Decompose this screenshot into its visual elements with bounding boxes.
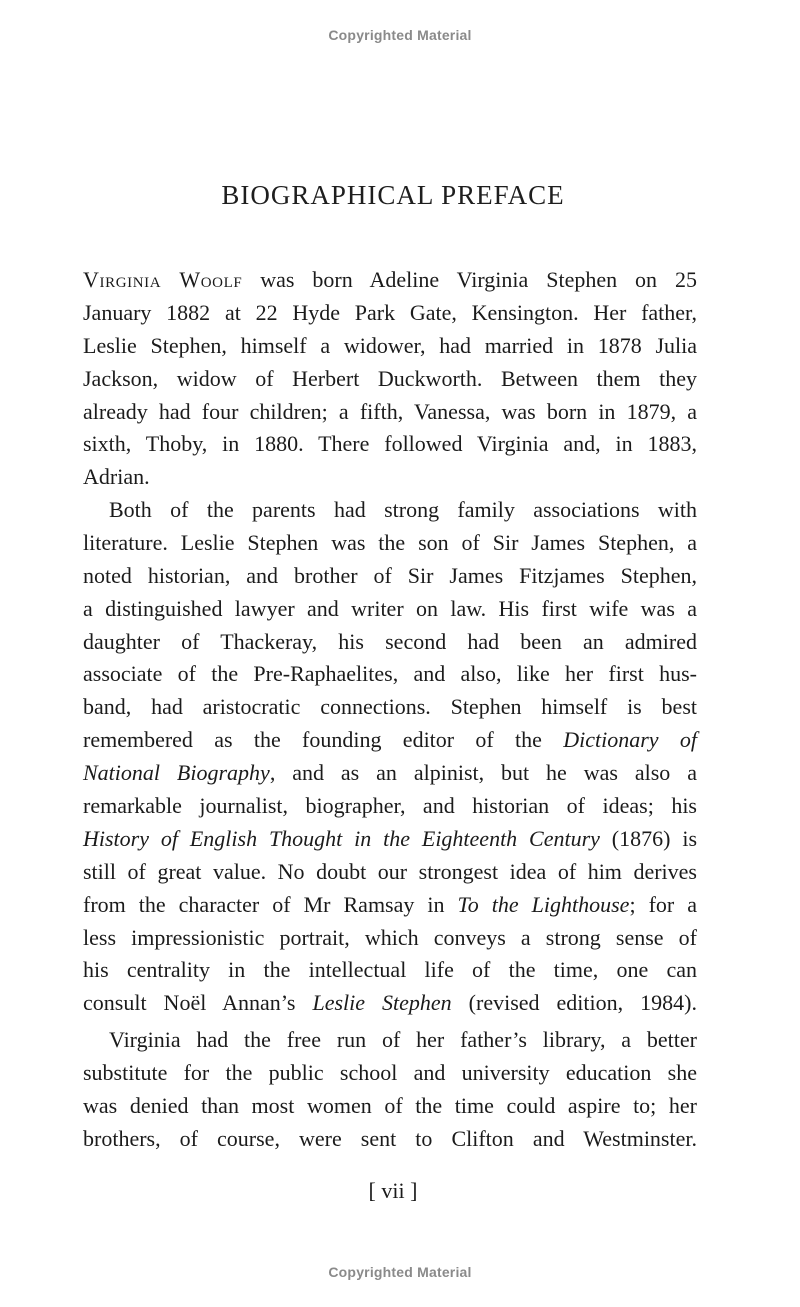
paragraph-2-line-1: Both of the parents had strong family associations with (109, 497, 697, 522)
paragraph-3-line-1: Virginia had the free run of her father’s library, a better (109, 1027, 697, 1052)
paragraph-3-line-3: was denied than most women of the time could aspire to; her (83, 1092, 697, 1118)
paragraph-1-line-2: January 1882 at 22 Hyde Park Gate, Kensington. Her father, (83, 299, 697, 325)
author-name-smallcaps: Virginia Woolf (83, 267, 243, 292)
paragraph-2-line-11 (83, 823, 697, 856)
book-title-dictionary-part-1: Dictionary of (563, 727, 697, 753)
paragraph-2-line-5: daughter of Thackeray, his second had been an admired (83, 628, 697, 654)
paragraph-2-line-9 (83, 757, 697, 790)
line-13-text-b: ; for a (629, 891, 697, 917)
paragraph-2-line-8 (83, 724, 697, 757)
page-heading: BIOGRAPHICAL PREFACE (221, 180, 565, 210)
paragraph-2-line-10: remarkable journalist, biographer, and historian of ideas; his (83, 793, 697, 819)
book-title-dictionary-part-2: National Biography (83, 760, 270, 786)
book-title-leslie-stephen: Leslie Stephen (312, 990, 452, 1016)
paragraph-3-line-4: brothers, of course, were sent to Clifton and Westminster. (83, 1125, 697, 1151)
paragraph-2-line-7: band, had aristocratic connections. Stephen himself is best (83, 694, 697, 720)
paragraph-1 (83, 264, 697, 494)
paragraph-3-line-2: substitute for the public school and university education she (83, 1059, 697, 1085)
line-8-text: remembered as the founding editor of the (83, 727, 564, 753)
paragraph-2-line-3: noted historian, and brother of Sir James Fitzjames Stephen, (83, 562, 697, 588)
line-9-text: , and as an alpinist, but he was also a (269, 760, 697, 786)
paragraph-2-line-12: still of great value. No doubt our strongest idea of him derives (83, 858, 697, 884)
line-16-text-a: consult Noël Annan’s (83, 990, 313, 1016)
paragraph-1-line-7: Adrian. (83, 464, 150, 490)
paragraph-2-line-13 (83, 889, 697, 922)
paragraph-2-line-6: associate of the Pre-Raphaelites, and also, like her first hus- (83, 661, 697, 687)
paragraph-1-line-3: Leslie Stephen, himself a widower, had married in 1878 Julia (83, 332, 697, 358)
page-number: [ vii ] (368, 1178, 418, 1203)
paragraph-1-line-6: sixth, Thoby, in 1880. There followed Virginia and, in 1883, (83, 431, 697, 457)
book-title-history-english-thought: History of English Thought in the Eighteenth Century (83, 825, 600, 851)
paragraph-3 (83, 1024, 697, 1156)
paragraph-1-line-1 (83, 264, 697, 297)
paragraph-2-line-15: his centrality in the intellectual life of the time, one can (83, 957, 697, 983)
paragraph-1-line-5: already had four children; a fifth, Vanessa, was born in 1879, a (83, 398, 697, 424)
paragraph-1-line-4: Jackson, widow of Herbert Duckworth. Between them they (83, 365, 697, 391)
paragraph-2-line-2: literature. Leslie Stephen was the son of Sir James Stephen, a (83, 529, 697, 555)
paragraph-2-line-16 (83, 987, 697, 1020)
line-16-text-b: (revised edition, 1984). (451, 990, 697, 1016)
book-title-to-the-lighthouse: To the Lighthouse (457, 891, 630, 917)
paragraph-2 (83, 494, 697, 1020)
paragraph-2-line-4: a distinguished lawyer and writer on law. His first wife was a (83, 595, 697, 621)
copyright-watermark-top: Copyrighted Material (328, 27, 472, 43)
copyright-watermark-bottom: Copyrighted Material (328, 1264, 472, 1280)
paragraph-2-line-14: less impressionistic portrait, which conveys a strong sense of (83, 924, 697, 950)
line-11-text: (1876) is (599, 825, 697, 851)
paragraph-1-line-1-text: was born Adeline Virginia Stephen on 25 (242, 267, 698, 292)
line-13-text-a: from the character of Mr Ramsay in (83, 891, 458, 917)
